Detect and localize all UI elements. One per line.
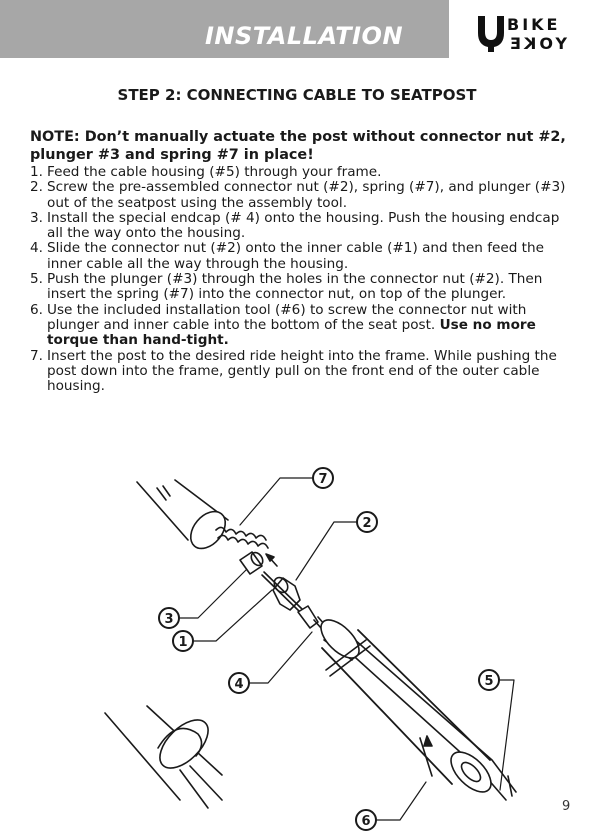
step-number: 1. <box>30 164 43 180</box>
step-text: Slide the connector nut (#2) onto the inner cable (#1) and then feed the inner cable all the way through the housing. <box>47 240 544 272</box>
assembly-diagram <box>0 455 594 838</box>
bikeyoke-logo-mark <box>476 14 506 52</box>
step-number: 2. <box>30 179 43 196</box>
instruction-step <box>30 165 575 180</box>
step-text: Install the special endcap (# 4) onto the housing. Push the housing endcap all the way onto the housing. <box>47 209 560 242</box>
step-text: Screw the pre-assembled connector nut (#2), spring (#7), and plunger (#3) out of the seatpost using the assembly tool. <box>47 179 566 211</box>
callout-7 <box>313 468 333 488</box>
step-number: 5. <box>30 271 43 288</box>
instruction-step <box>30 241 575 272</box>
step-number: 7. <box>30 347 43 364</box>
instruction-step <box>30 211 575 242</box>
step-text: Insert the post to the desired ride height into the frame. While pushing the post down into the frame, gently pull on the front end of the outer cable housing. <box>47 347 557 395</box>
assembly-arrow <box>266 554 277 566</box>
instruction-list <box>30 165 575 394</box>
step-text: Use the included installation tool (#6) to screw the connector nut with plunger and inner cable into the bottom of the seat post. <box>47 301 527 333</box>
instruction-step <box>30 349 575 395</box>
page-title: INSTALLATION <box>205 22 404 50</box>
callout-6-label: 6 <box>361 814 371 829</box>
callout-4-label: 4 <box>234 677 244 692</box>
step-number: 3. <box>30 209 43 226</box>
torque-warning: Use no more torque than hand-tight. <box>47 316 536 349</box>
callout-4 <box>229 673 249 693</box>
logo-word-yoke: YOKE <box>507 34 567 53</box>
step-text: Push the plunger (#3) through the holes in the connector nut (#2). Then insert the spring (#7) into the connector nut, on top of the plunger. <box>47 271 543 303</box>
instruction-step <box>30 303 575 349</box>
installation-tool-part-6 <box>315 614 498 799</box>
seatpost-tube-upper <box>137 480 232 555</box>
callout-7-label: 7 <box>318 472 328 487</box>
callout-1 <box>173 631 193 651</box>
callout-2 <box>357 512 377 532</box>
instruction-step <box>30 180 575 211</box>
callout-2-label: 2 <box>362 516 372 531</box>
callout-3 <box>159 608 179 628</box>
bikeyoke-logo <box>476 14 586 54</box>
safety-note: NOTE: Don’t manually actuate the post without connector nut #2, plunger #3 and spring #7 in place! <box>30 129 566 163</box>
callout-5 <box>479 670 499 690</box>
instruction-step <box>30 272 575 303</box>
callout-3-label: 3 <box>164 612 174 627</box>
frame-tube-lower <box>105 706 222 808</box>
step-text: Feed the cable housing (#5) through your frame. <box>47 164 382 180</box>
plunger-part-3 <box>240 550 265 574</box>
callout-6 <box>356 810 376 830</box>
step-heading: STEP 2: CONNECTING CABLE TO SEATPOST <box>117 86 477 104</box>
step-number: 6. <box>30 301 43 318</box>
page-number: 9 <box>562 799 571 814</box>
callout-5-label: 5 <box>484 674 494 689</box>
logo-word-bike: BIKE <box>507 15 561 34</box>
callout-1-label: 1 <box>178 635 188 650</box>
step-number: 4. <box>30 240 43 257</box>
